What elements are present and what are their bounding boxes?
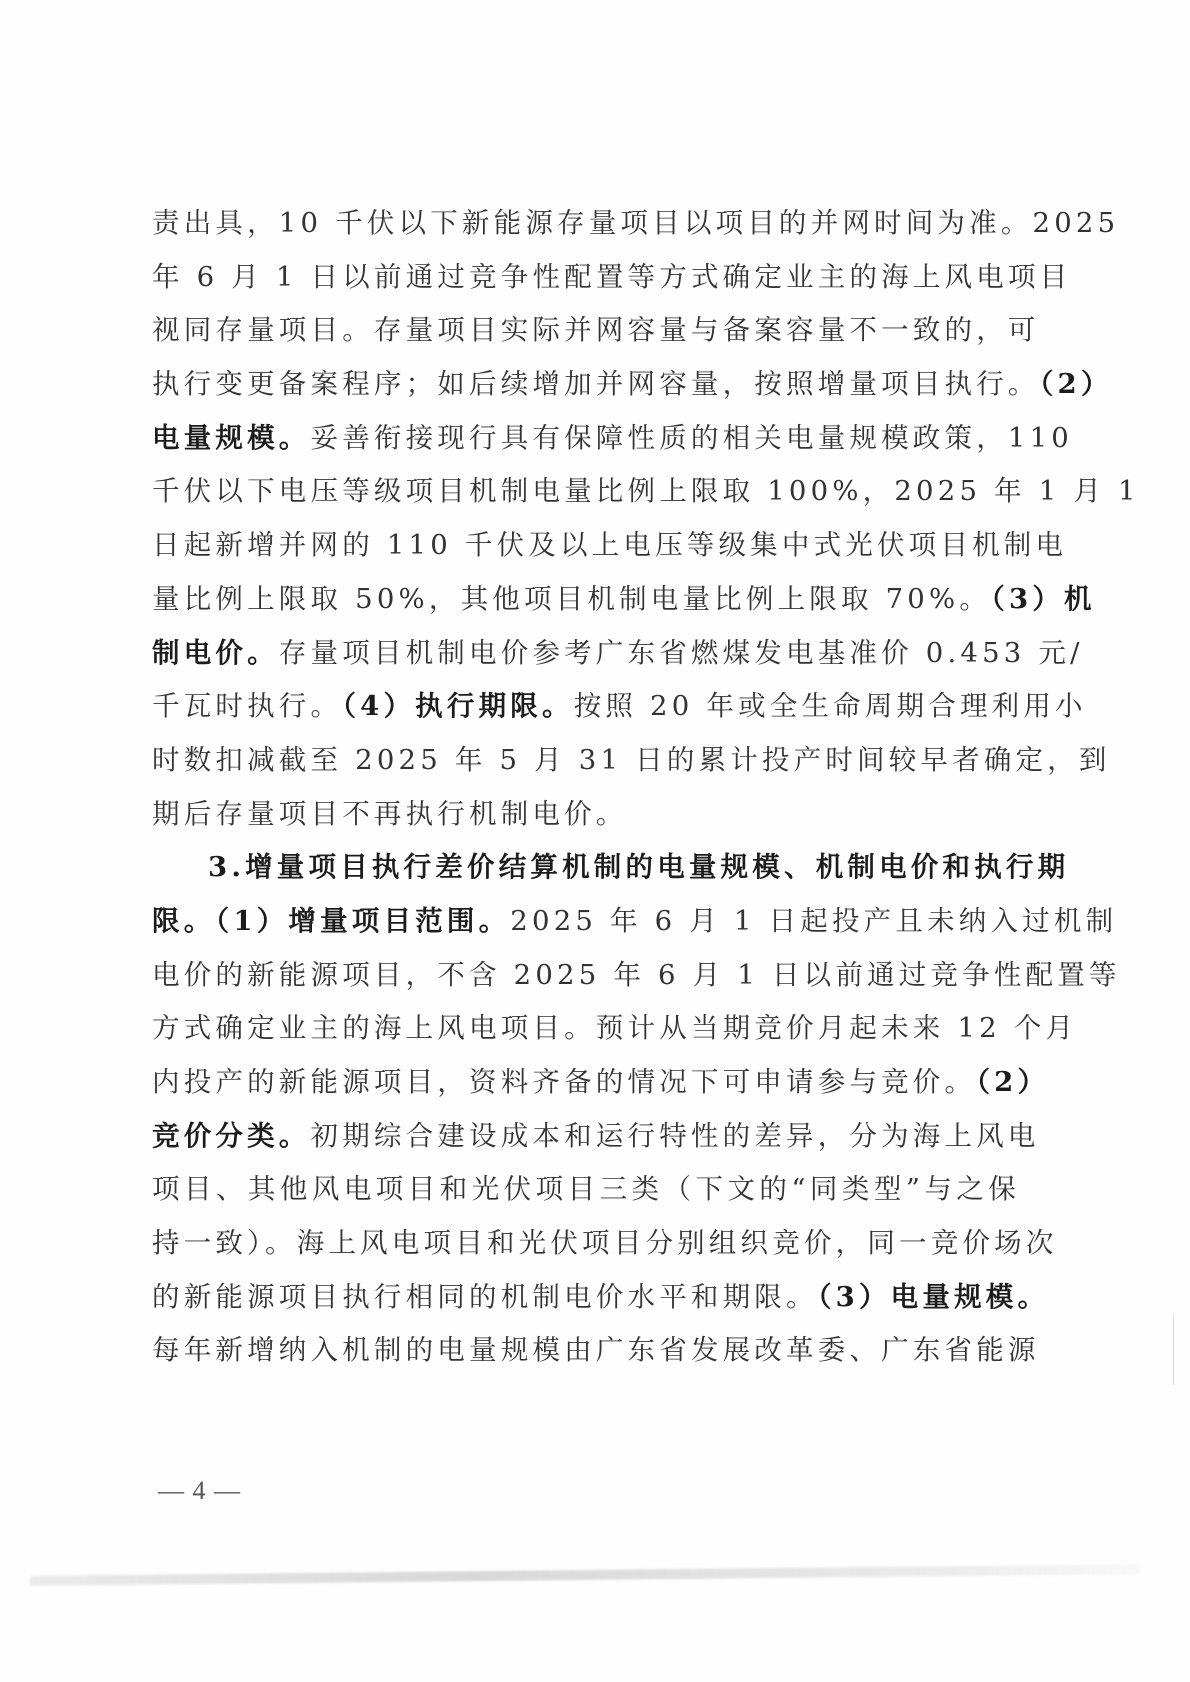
body-text: [152, 197, 1140, 1378]
section-heading-electricity-scale: 电量规模。: [152, 421, 311, 454]
text-run: 日起新增并网的 110 千伏及以上电压等级集中式光伏项目机制电: [152, 529, 1068, 562]
text-run: 千伏以下电压等级项目机制电量比例上限取 100%，2025 年 1 月 1: [152, 475, 1140, 508]
text-run: 量比例上限取 50%，其他项目机制电量比例上限取 70%。: [152, 582, 992, 615]
text-run: 存量项目机制电价参考广东省燃煤发电基准价 0.453 元/: [278, 636, 1084, 669]
bold-run: （2）: [1039, 368, 1113, 401]
section-heading-mechanism-price: 制电价。: [152, 636, 279, 669]
text-run: 初期综合建设成本和运行特性的差异，分为海上风电: [310, 1119, 1040, 1152]
text-line: [152, 895, 1118, 949]
text-run: 时数扣减截至 2025 年 5 月 31 日的累计投产时间较早者确定，到: [152, 743, 1111, 776]
section-heading-incremental-scope: （1）增量项目范围。: [215, 904, 511, 937]
bold-run: 限。: [152, 904, 216, 937]
bold-run: （3）机: [991, 582, 1096, 615]
scan-artifact-streak: [30, 1564, 1140, 1586]
page-number: — 4 —: [158, 1476, 241, 1505]
text-run: 期后存量项目不再执行机制电价。: [152, 797, 628, 830]
text-run: 责出具，10 千伏以下新能源存量项目以项目的并网时间为准。2025: [152, 207, 1120, 239]
text-line: [152, 412, 1073, 466]
text-line: [152, 1163, 1020, 1217]
text-run: 持一致）。海上风电项目和光伏项目分别组织竞价，同一竞价场次: [152, 1227, 1058, 1260]
text-line: [152, 1002, 1078, 1056]
text-line: [152, 358, 1113, 412]
bold-run: （2）: [976, 1066, 1050, 1098]
text-run: 执行变更备案程序；如后续增加并网容量，按照增量项目执行。: [152, 368, 1040, 401]
text-line: [152, 1324, 1040, 1378]
text-line: [152, 1056, 1050, 1110]
text-run: 2025 年 6 月 1 日起投产且未纳入过机制: [510, 904, 1118, 937]
text-line: [152, 1110, 1040, 1164]
text-line: [152, 573, 1096, 627]
section-heading-3: 3.增量项目执行差价结算机制的电量规模、机制电价和执行期: [208, 851, 1070, 884]
text-line: [152, 841, 1070, 895]
text-run: 电价的新能源项目，不含 2025 年 6 月 1 日以前通过竞争性配置等: [152, 958, 1121, 991]
text-run: 千瓦时执行。: [152, 690, 343, 723]
text-line: [152, 788, 1020, 842]
text-run: 妥善衔接现行具有保障性质的相关电量规模政策，110: [310, 421, 1073, 454]
text-run: 年 6 月 1 日以前通过竞争性配置等方式确定业主的海上风电项目: [152, 260, 1072, 293]
section-heading-bidding-category: 竞价分类。: [152, 1119, 311, 1152]
text-run: 的新能源项目执行相同的机制电价水平和期限。: [152, 1280, 818, 1313]
text-run: 内投产的新能源项目，资料齐备的情况下可申请参与竞价。: [152, 1066, 977, 1098]
text-line: [152, 465, 1140, 519]
section-heading-execution-period: （4）执行期限。: [342, 690, 574, 723]
scan-artifact-mark: [1173, 1315, 1174, 1385]
text-line: [152, 1217, 1058, 1271]
text-run: 按照 20 年或全生命周期合理利用小: [573, 690, 1087, 723]
text-run: 每年新增纳入机制的电量规模由广东省发展改革委、广东省能源: [152, 1334, 1040, 1367]
text-line: [152, 197, 1120, 251]
text-line: [152, 1271, 1050, 1325]
text-line: [152, 680, 1087, 734]
text-run: 方式确定业主的海上风电项目。预计从当期竞价月起未来 12 个月: [152, 1012, 1078, 1045]
text-line: [152, 251, 1072, 305]
text-line: [152, 949, 1121, 1003]
text-line: [152, 519, 1068, 573]
section-heading-electricity-scale-2: （3）电量规模。: [817, 1280, 1050, 1313]
text-line: [152, 627, 1084, 681]
text-line: [152, 304, 1040, 358]
text-run: 视同存量项目。存量项目实际并网容量与备案容量不一致的，可: [152, 314, 1040, 347]
text-line: [152, 734, 1111, 788]
text-run: 项目、其他风电项目和光伏项目三类（下文的“同类型”与之保: [152, 1173, 1020, 1206]
